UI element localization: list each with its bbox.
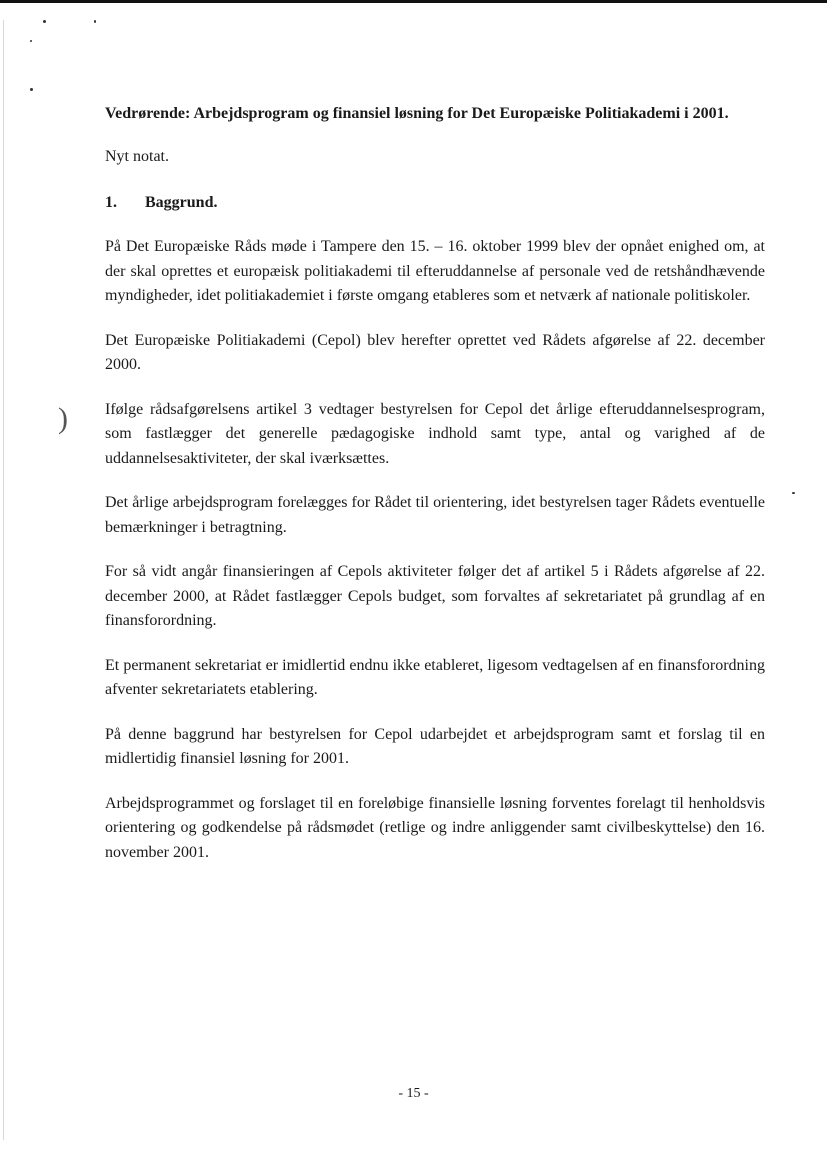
page-number: - 15 - bbox=[398, 1086, 429, 1101]
paragraph: Et permanent sekretariat er imidlertid endnu ikke etableret, ligesom vedtagelsen af en finansforordning afventer sekretariatets etablering. bbox=[105, 656, 765, 698]
document-subtitle: Nyt notat. bbox=[105, 148, 169, 165]
scan-bracket-mark: ) bbox=[58, 402, 68, 435]
page-top-border bbox=[0, 0, 827, 3]
scan-margin-line bbox=[3, 20, 4, 1140]
section-heading bbox=[105, 191, 765, 215]
paragraph: Det årlige arbejdsprogram forelægges for Rådet til orientering, idet bestyrelsen tager Rådets eventuelle bemærkninger i betragtning. bbox=[105, 494, 765, 536]
scan-speck bbox=[792, 492, 795, 494]
scan-speck bbox=[94, 20, 96, 23]
paragraph: Det Europæiske Politiakademi (Cepol) blev herefter oprettet ved Rådets afgørelse af 22. december 2000. bbox=[105, 331, 765, 373]
paragraph: På Det Europæiske Råds møde i Tampere den 15. – 16. oktober 1999 blev der opnået enighed om, at der skal oprettes et europæisk politiakademi til efteruddannelse af personale ved de retshåndhævende myndigheder, idet politiakademiet i første omgang etableres som et netværk af nationale politiskoler. bbox=[105, 238, 765, 304]
scan-speck bbox=[30, 88, 33, 91]
section-title: Baggrund. bbox=[145, 194, 218, 211]
document-body bbox=[105, 100, 765, 865]
scan-speck bbox=[30, 40, 32, 42]
scan-speck bbox=[43, 20, 46, 23]
paragraph: Arbejdsprogrammet og forslaget til en foreløbige finansielle løsning forventes forelagt til henholdsvis orientering og godkendelse på rådsmødet (retlige og indre anliggender samt civilbeskyttelse) den 16. november 2001. bbox=[105, 794, 765, 861]
paragraph: For så vidt angår finansieringen af Cepols aktiviteter følger det af artikel 5 i Rådets afgørelse af 22. december 2000, at Rådet fastlægger Cepols budget, som forvaltes af sekretariatet på grundlag af en finansforordning. bbox=[105, 563, 765, 629]
section-number: 1. bbox=[105, 194, 117, 211]
paragraph: På denne baggrund har bestyrelsen for Cepol udarbejdet et arbejdsprogram samt et forslag til en midlertidig finansiel løsning for 2001. bbox=[105, 725, 765, 767]
paragraph: Ifølge rådsafgørelsens artikel 3 vedtager bestyrelsen for Cepol det årlige efteruddannelsesprogram, som fastlægger det generelle pædagogiske indhold samt type, antal og varighed af de uddannelsesaktiviteter, der skal iværksættes. bbox=[105, 400, 765, 467]
document-title: Vedrørende: Arbejdsprogram og finansiel løsning for Det Europæiske Politiakademi i 2001. bbox=[105, 105, 729, 122]
